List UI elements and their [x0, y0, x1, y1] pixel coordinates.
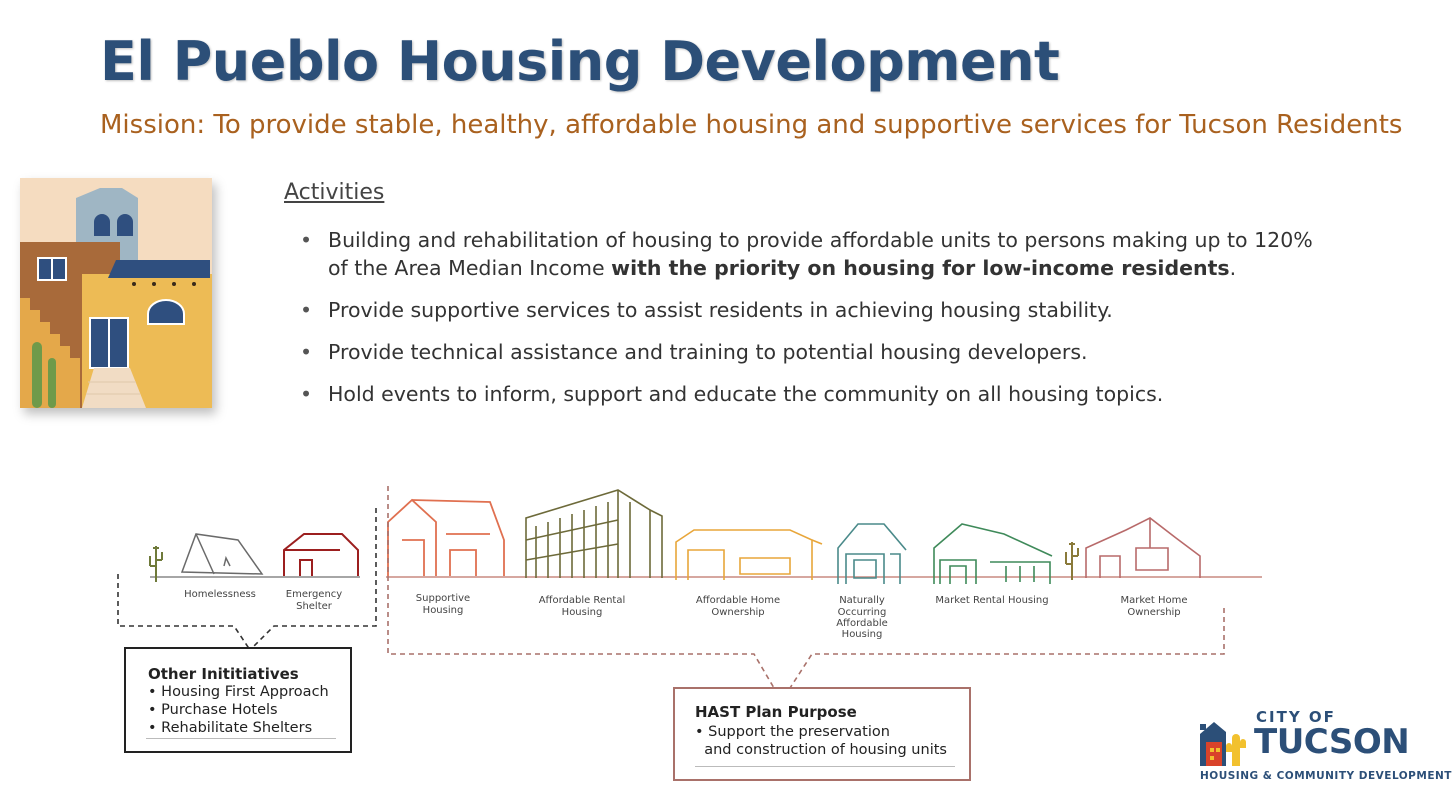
stage-label-naturally-occurring-3: Affordable: [836, 618, 888, 629]
list-item: • Purchase Hotels: [148, 702, 278, 718]
divider: [695, 766, 955, 767]
activities-heading: Activities: [284, 180, 385, 205]
stage-label-affordable-rental-2: Housing: [561, 607, 603, 618]
stage-label-affordable-ownership: Affordable Home: [695, 595, 781, 606]
stage-label-emergency-shelter: Emergency: [285, 589, 343, 600]
apartment-building-icon: [526, 490, 662, 578]
list-item: • Support the preservation: [695, 724, 890, 740]
list-item: and construction of housing units: [695, 742, 947, 758]
list-item: • Building and rehabilitation of housing to provide affordable units to persons making up to 120% of the Area Median Income with the priority on housing for low-income residents.: [300, 226, 1320, 282]
city-of-tucson-logo: [1198, 708, 1452, 788]
list-item: • Provide technical assistance and training to potential housing developers.: [300, 338, 1320, 366]
hast-plan-box: [673, 687, 971, 781]
home-ownership-icon: [676, 530, 822, 580]
stage-label-naturally-occurring-2: Occurring: [837, 607, 887, 618]
hast-plan-title: HAST Plan Purpose: [695, 703, 857, 721]
market-home-icon: [1086, 518, 1200, 578]
stage-label-supportive-housing: Supportive: [415, 593, 471, 604]
activities-list: [300, 226, 1320, 422]
logo-tucson: TUCSON: [1254, 722, 1410, 762]
adobe-house-illustration: [20, 178, 212, 408]
stage-label-market-ownership-2: Ownership: [1127, 607, 1181, 618]
other-initiatives-title: Other Inititiatives: [148, 665, 299, 683]
divider: [146, 738, 336, 739]
mission-statement: Mission: To provide stable, healthy, affordable housing and supportive services for Tucson Residents: [100, 110, 1403, 140]
supportive-housing-icon: [388, 500, 504, 576]
small-house-icon: [838, 524, 906, 584]
page-title: El Pueblo Housing Development: [100, 30, 1060, 93]
other-initiatives-box: [124, 647, 352, 753]
list-item: • Housing First Approach: [148, 684, 329, 700]
stage-label-supportive-housing-2: Housing: [422, 605, 464, 616]
stage-label-homelessness: Homelessness: [184, 589, 256, 600]
stage-label-market-ownership: Market Home: [1120, 595, 1188, 606]
list-item: • Hold events to inform, support and educate the community on all housing topics.: [300, 380, 1320, 408]
tent-icon: [182, 534, 262, 574]
list-item: • Provide supportive services to assist residents in achieving housing stability.: [300, 296, 1320, 324]
stage-label-emergency-shelter-2: Shelter: [296, 601, 332, 612]
stage-label-naturally-occurring-4: Housing: [841, 629, 883, 640]
stage-label-market-rental: Market Rental Housing: [935, 595, 1049, 606]
logo-department: HOUSING & COMMUNITY DEVELOPMENT: [1200, 770, 1452, 782]
stage-label-naturally-occurring: Naturally: [839, 595, 885, 606]
logo-city-of: CITY OF: [1256, 708, 1336, 726]
stage-label-affordable-ownership-2: Ownership: [711, 607, 765, 618]
cactus-icon: [1066, 542, 1078, 580]
list-item: • Rehabilitate Shelters: [148, 720, 313, 736]
market-rental-house-icon: [934, 524, 1052, 584]
stage-label-affordable-rental: Affordable Rental: [538, 595, 626, 606]
tucson-logo-icon: [1198, 712, 1254, 768]
emergency-shelter-icon: [284, 534, 358, 576]
